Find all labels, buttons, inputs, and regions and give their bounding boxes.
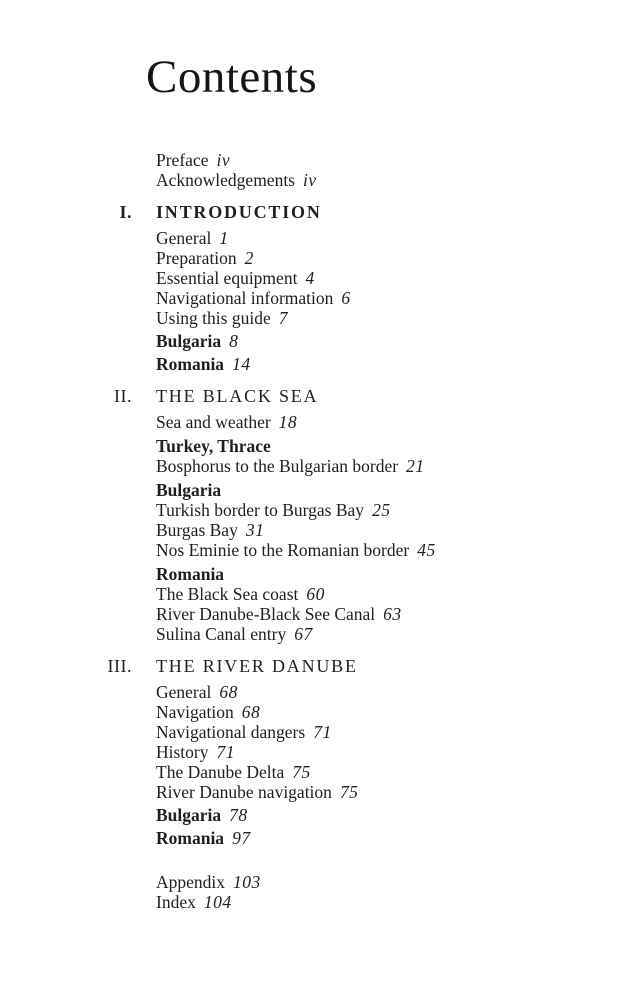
entry-page-number: 6 bbox=[341, 288, 351, 308]
section-heading bbox=[107, 656, 616, 676]
toc-entry bbox=[156, 624, 616, 644]
toc-group-heading bbox=[156, 480, 616, 500]
entry-label: Romania bbox=[156, 354, 225, 374]
section-heading-text: INTRODUCTION bbox=[156, 202, 322, 222]
entry-page-number: iv bbox=[216, 150, 231, 170]
toc-entry bbox=[156, 331, 616, 351]
section-heading-text: THE RIVER DANUBE bbox=[156, 656, 358, 676]
back-matter-list bbox=[156, 872, 616, 912]
toc-entry bbox=[156, 500, 616, 520]
entry-label: Sea and weather bbox=[156, 412, 271, 432]
entry-label: History bbox=[156, 742, 209, 762]
toc-entry bbox=[156, 150, 616, 170]
entry-page-number: 14 bbox=[232, 354, 251, 374]
entry-label: Bulgaria bbox=[156, 805, 222, 825]
entry-page-number: 68 bbox=[219, 682, 238, 702]
toc-entry bbox=[156, 308, 616, 328]
toc-entry bbox=[156, 805, 616, 825]
section-numeral: III. bbox=[107, 656, 132, 676]
entry-page-number: 7 bbox=[278, 308, 288, 328]
toc-entry bbox=[156, 722, 616, 742]
toc-entry bbox=[156, 456, 616, 476]
entry-label: Turkish border to Burgas Bay bbox=[156, 500, 365, 520]
entry-page-number: 18 bbox=[278, 412, 298, 432]
entry-label: Burgas Bay bbox=[156, 520, 238, 540]
entry-page-number: 68 bbox=[241, 702, 261, 722]
entry-page-number: 21 bbox=[406, 456, 425, 476]
entry-label: Essential equipment bbox=[156, 268, 298, 288]
entry-label: River Danube-Black See Canal bbox=[156, 604, 376, 624]
entry-page-number: 104 bbox=[203, 892, 232, 912]
entry-label: The Danube Delta bbox=[156, 762, 285, 782]
table-of-contents bbox=[107, 150, 616, 912]
entry-page-number: 78 bbox=[229, 805, 248, 825]
entry-label: General bbox=[156, 682, 212, 702]
toc-entry bbox=[156, 520, 616, 540]
toc-section bbox=[114, 386, 616, 644]
section-list bbox=[107, 202, 616, 848]
entry-label: General bbox=[156, 228, 212, 248]
entry-label: Navigational dangers bbox=[156, 722, 306, 742]
entry-label: Bulgaria bbox=[156, 331, 222, 351]
toc-group-heading bbox=[156, 564, 616, 584]
entry-label: Navigation bbox=[156, 702, 234, 722]
section-numeral: I. bbox=[119, 202, 132, 222]
section-heading bbox=[119, 202, 616, 222]
entry-page-number: 75 bbox=[292, 762, 311, 782]
toc-entry bbox=[156, 782, 616, 802]
toc-entry bbox=[156, 288, 616, 308]
entry-label: The Black Sea coast bbox=[156, 584, 299, 604]
toc-entry bbox=[156, 702, 616, 722]
toc-entry bbox=[156, 268, 616, 288]
entry-label: Turkey, Thrace bbox=[156, 436, 271, 456]
entry-page-number: 4 bbox=[305, 268, 315, 288]
toc-entry bbox=[156, 742, 616, 762]
entry-label: Bulgaria bbox=[156, 480, 222, 500]
entry-label: Using this guide bbox=[156, 308, 271, 328]
entry-page-number: 60 bbox=[306, 584, 325, 604]
entry-label: Nos Eminie to the Romanian border bbox=[156, 540, 410, 560]
entry-page-number: 45 bbox=[417, 540, 436, 560]
entry-label: Bosphorus to the Bulgarian border bbox=[156, 456, 399, 476]
entry-page-number: 71 bbox=[216, 742, 235, 762]
toc-entry bbox=[156, 682, 616, 702]
section-heading bbox=[114, 386, 616, 406]
front-matter-list bbox=[156, 150, 616, 190]
entry-page-number: iv bbox=[303, 170, 317, 190]
toc-section bbox=[107, 656, 616, 848]
entry-page-number: 2 bbox=[244, 248, 254, 268]
entry-page-number: 31 bbox=[245, 520, 265, 540]
entry-label: Sulina Canal entry bbox=[156, 624, 287, 644]
entry-page-number: 97 bbox=[232, 828, 251, 848]
entry-page-number: 103 bbox=[233, 872, 261, 892]
entry-label: Romania bbox=[156, 564, 225, 584]
entry-label: River Danube navigation bbox=[156, 782, 332, 802]
toc-entry bbox=[156, 354, 616, 374]
entry-label: Romania bbox=[156, 828, 225, 848]
entry-page-number: 71 bbox=[313, 722, 332, 742]
section-items bbox=[156, 412, 616, 644]
toc-group-heading bbox=[156, 436, 616, 456]
toc-entry bbox=[156, 872, 616, 892]
toc-entry bbox=[156, 540, 616, 560]
section-numeral: II. bbox=[114, 386, 132, 406]
entry-page-number: 25 bbox=[372, 500, 391, 520]
toc-entry bbox=[156, 828, 616, 848]
section-items bbox=[156, 228, 616, 374]
toc-entry bbox=[156, 170, 616, 190]
toc-entry bbox=[156, 248, 616, 268]
page-title: Contents bbox=[146, 51, 318, 103]
toc-entry bbox=[156, 412, 616, 432]
entry-page-number: 75 bbox=[339, 782, 359, 802]
entry-label: Preparation bbox=[156, 248, 237, 268]
entry-label: Acknowledgements bbox=[156, 170, 295, 190]
toc-entry bbox=[156, 228, 616, 248]
toc-entry bbox=[156, 892, 616, 912]
section-heading-text: THE BLACK SEA bbox=[156, 386, 319, 406]
entry-page-number: 1 bbox=[219, 228, 229, 248]
toc-entry bbox=[156, 604, 616, 624]
toc-entry bbox=[156, 584, 616, 604]
entry-label: Appendix bbox=[156, 872, 226, 892]
entry-label: Navigational information bbox=[156, 288, 334, 308]
entry-label: Preface bbox=[156, 150, 209, 170]
entry-page-number: 63 bbox=[383, 604, 402, 624]
entry-page-number: 8 bbox=[229, 331, 239, 351]
section-items bbox=[156, 682, 616, 848]
entry-label: Index bbox=[156, 892, 196, 912]
toc-entry bbox=[156, 762, 616, 782]
entry-page-number: 67 bbox=[294, 624, 313, 644]
toc-section bbox=[119, 202, 616, 374]
